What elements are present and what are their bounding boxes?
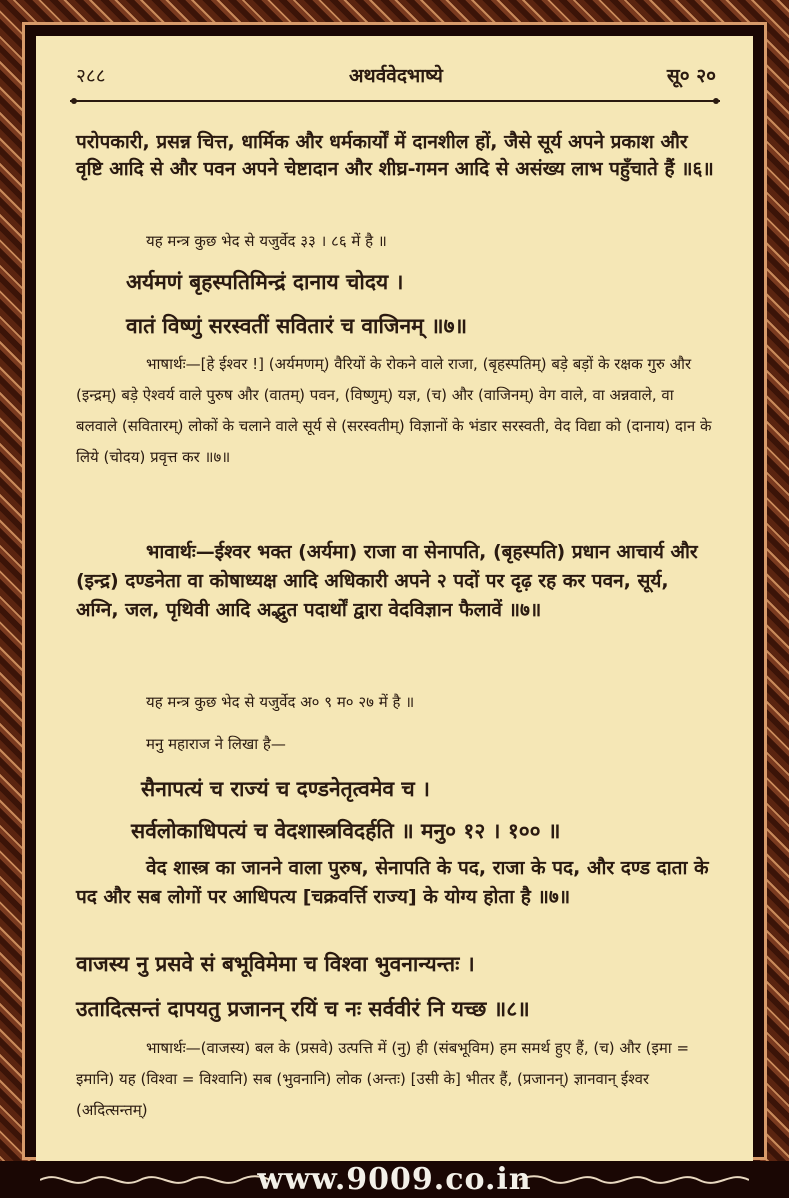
paragraph-1: परोपकारी, प्रसन्न चित्त, धार्मिक और धर्मकार्यों में दानशील हों, जैसे सूर्य अपने प्रकाश और वृष्टि आदि से और पवन अपने चेष्टादान और शीघ्र-गमन आदि से असंख्य लाभ पहुँचाते हैं ॥६॥ [76, 131, 714, 180]
website-link[interactable]: www.9009.co.in [257, 1162, 532, 1197]
book-page [36, 36, 753, 1161]
bhashartha-7: भाषार्थः—[हे ईश्वर !] (अर्यमणम्) वैरियों के रोकने वाले राजा, (बृहस्पतिम्) बड़े बड़ों के रक्षक गुरु और (इन्द्रम्) बड़े ऐश्वर्य वाले पुरुष और (वातम्) पवन, (विष्णुम्) यज्ञ, (च) और (वाजिनम्) वेग वाले, वा अन्नवाले, वा बलवाले (सवितारम्) लोकों के चलाने वाले सूर्य से (सरस्वतीम्) विज्ञानों के भंडार सरस्वती, वेद विद्या को (दानाय) दान के लिये (चोदय) प्रवृत्त कर ॥७॥ [76, 355, 712, 466]
mantra-8-line-2: उतादित्सन्तं दापयतु प्रजानन् रयिं च नः सर्ववीरं नि यच्छ ॥८॥ [76, 997, 530, 1021]
mantra-7-line-1: अर्यमणं बृहस्पतिमिन्द्रं दानाय चोदय । [126, 270, 404, 294]
bhavartha-7: भावार्थः—ईश्वर भक्त (अर्यमा) राजा वा सेनापति, (बृहस्पति) प्रधान आचार्य और (इन्द्र) दण्डनेता वा कोषाध्यक्ष आदि अधिकारी अपने २ पदों पर दृढ़ रह कर पवन, सूर्य, अग्नि, जल, पृथिवी आदि अद्भुत पदार्थों द्वारा वेदविज्ञान फैलावें ॥७॥ [76, 541, 698, 621]
manu-intro: मनु महाराज ने लिखा है— [146, 735, 286, 753]
manu-verse-line-1: सैनापत्यं च राज्यं च दण्डनेतृत्वमेव च । [141, 777, 430, 801]
sukta-number: सू० २० [666, 65, 716, 87]
book-title: अथर्ववेदभाष्ये [349, 65, 443, 87]
mantra-7-line-2: वातं विष्णुं सरस्वतीं सवितारं च वाजिनम् ॥७॥ [126, 314, 468, 338]
bhashartha-8: भाषार्थः—(वाजस्य) बल के (प्रसवे) उत्पत्ति में (नु) ही (संबभूविम) हम समर्थ हुए हैं, (च) और (इमा = इमानि) यह (विश्वा = विश्वानि) सब (भुवनानि) लोक (अन्तः) [उसी के] भीतर हैं, (प्रजानन्) ज्ञानवान् ईश्वर (अदित्सन्तम्) [76, 1039, 690, 1119]
mantra-8-line-1: वाजस्य नु प्रसवे सं बभूविमेमा च विश्वा भुवनान्यन्तः । [76, 952, 475, 976]
page-header [76, 62, 716, 92]
page-number: २८८ [76, 65, 106, 87]
reference-2: यह मन्त्र कुछ भेद से यजुर्वेद अ० ९ म० २७ में है ॥ [146, 693, 415, 711]
reference-1: यह मन्त्र कुछ भेद से यजुर्वेद ३३ । ८६ में है ॥ [146, 232, 387, 250]
manu-verse-line-2: सर्वलोकाधिपत्यं च वेदशास्त्रविदर्हति ॥ मनु० १२ । १०० ॥ [131, 819, 561, 843]
manu-meaning: वेद शास्त्र का जानने वाला पुरुष, सेनापति के पद, राजा के पद, और दण्ड दाता के पद और सब लोगों पर आधिपत्य [चक्रवर्त्ति राज्य] के योग्य होता है ॥७॥ [76, 857, 709, 908]
header-rule [70, 96, 720, 106]
